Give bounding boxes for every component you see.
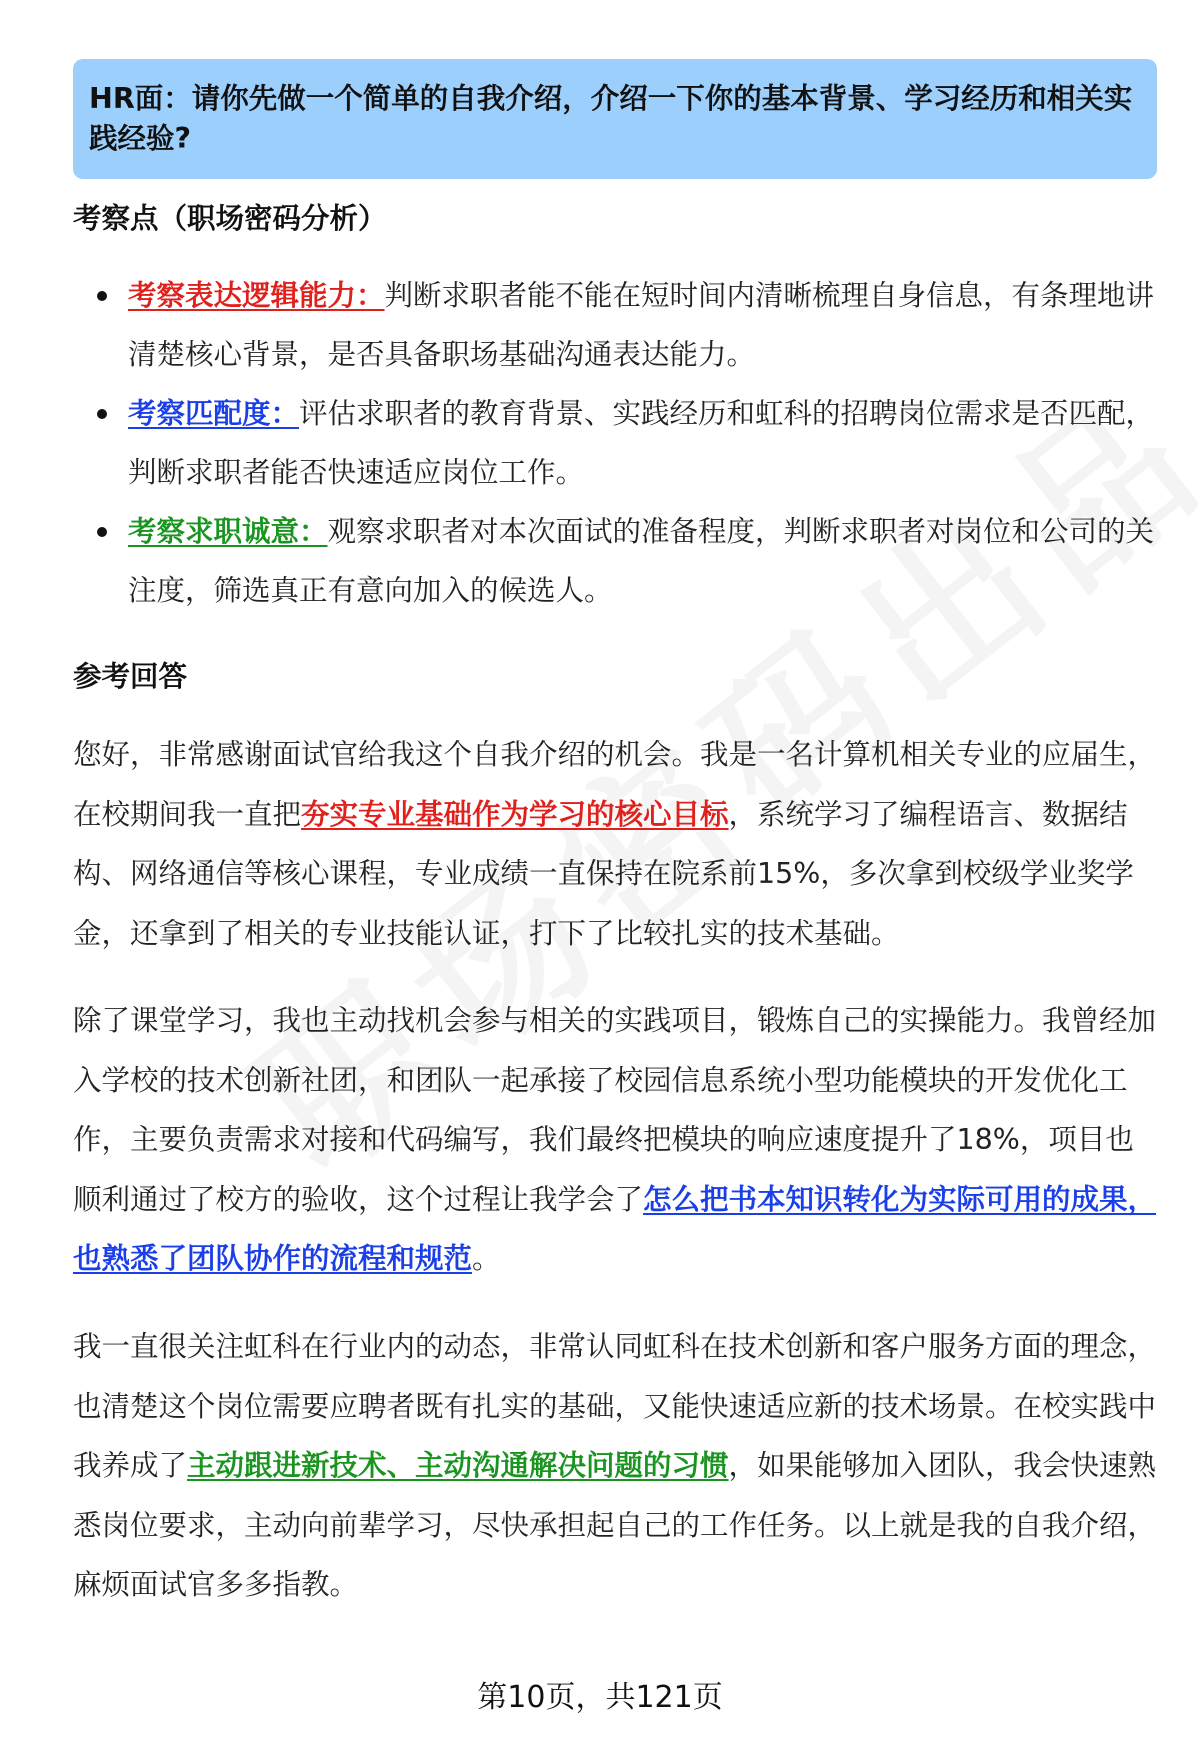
answer-section-title: 参考回答 [73,660,188,693]
answer-p2-text: 除了课堂学习，我也主动找机会参与相关的实践项目，锻炼自己的实操能力。我曾经加入学校的技术创新社团，和团队一起承接了校园信息系统小型功能模块的开发优化工作，主要负责需求对接和代码编写，我们最终把模块的响应速度提升了18%，项目也顺利通过了校方的验收，这个过程让我学会了 [73,1004,1157,1216]
keyword-sincerity: 考察求职诚意： [128,515,328,548]
question-box [73,59,1157,179]
answer-p3-text-end: ，如果能够加入团队，我会快速熟悉岗位要求，主动向前辈学习，尽快承担起自己的工作任务。以上就是我的自我介绍，麻烦面试官多多指教。 [73,1449,1157,1601]
answer-p1-highlight: 夯实专业基础作为学习的核心目标 [301,797,729,831]
bullet-dot-icon [97,291,107,301]
analysis-text-match: 评估求职者的教育背景、实践经历和虹科的招聘岗位需求是否匹配，判断求职者能否快速适应岗位工作。 [128,397,1155,489]
answer-p3-text: 我一直很关注虹科在行业内的动态，非常认同虹科在技术创新和客户服务方面的理念，也清楚这个岗位需要应聘者既有扎实的基础，又能快速适应新的技术场景。在校实践中我养成了 [73,1330,1157,1482]
bullet-dot-icon [97,527,107,537]
keyword-logic: 考察表达逻辑能力： [128,279,385,312]
answer-p1-text-end: ，系统学习了编程语言、数据结构、网络通信等核心课程，专业成绩一直保持在院系前15%，多次拿到校级学业奖学金，还拿到了相关的专业技能认证，打下了比较扎实的技术基础。 [73,797,1134,950]
analysis-text-logic: 判断求职者能不能在短时间内清晰梳理自身信息，有条理地讲清楚核心背景，是否具备职场基础沟通表达能力。 [128,279,1155,371]
analysis-item-logic [73,266,1157,384]
answer-p2-text-end: 。 [472,1242,501,1275]
answer-p1-text: 您好，非常感谢面试官给我这个自我介绍的机会。我是一名计算机相关专业的应届生，在校期间我一直把 [73,738,1157,831]
analysis-item-match [73,384,1157,502]
analysis-list [73,266,1157,620]
answer-p3-highlight: 主动跟进新技术、主动沟通解决问题的习惯 [187,1449,729,1482]
answer-paragraph-2 [73,991,1157,1289]
keyword-match: 考察匹配度： [128,397,300,430]
question-text: HR面：请你先做一个简单的自我介绍，介绍一下你的基本背景、学习经历和相关实践经验? [89,82,1133,155]
answer-paragraph-1 [73,725,1157,963]
answer-p2-highlight: 怎么把书本知识转化为实际可用的成果，也熟悉了团队协作的流程和规范 [73,1182,1157,1275]
page-number: 第10页，共121页 [477,1680,723,1715]
analysis-item-sincerity [73,502,1157,620]
bullet-dot-icon [97,409,107,419]
answer-paragraph-3 [73,1317,1157,1615]
analysis-section-title: 考察点（职场密码分析） [73,202,387,235]
analysis-text-sincerity: 观察求职者对本次面试的准备程度，判断求职者对岗位和公司的关注度，筛选真正有意向加入的候选人。 [128,515,1155,607]
